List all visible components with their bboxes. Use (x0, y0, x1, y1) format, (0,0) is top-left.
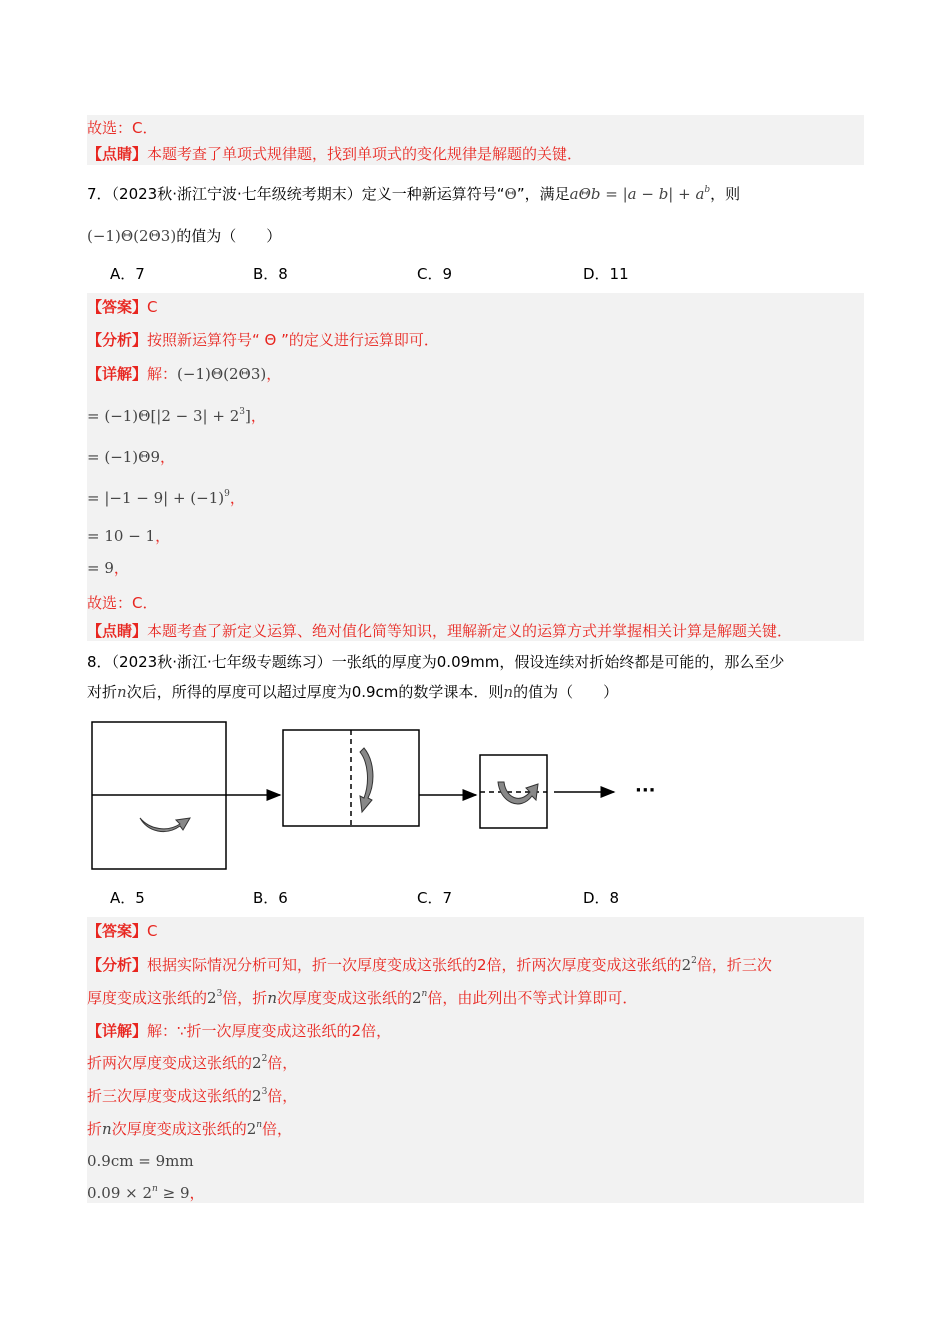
analysis-text: 根据实际情况分析可知，折一次厚度变成这张纸的2倍，折两次厚度变成这张纸的 (147, 956, 682, 974)
q8-analysis-line2 (87, 987, 637, 1009)
power-expression: $2^2$ (681, 956, 697, 974)
step-expression: = $|-1 - 9| + (-1)^9$ (87, 489, 230, 507)
stem-text: 的值为（ ） (513, 683, 619, 701)
variable-n: n (102, 1120, 112, 1138)
unit-conversion: 0.9cm = 9mm (87, 1152, 194, 1170)
stem-text: ”，满足 (516, 185, 570, 203)
analysis-text: 次厚度变成这张纸的 (276, 989, 412, 1007)
step-expression: (−1)Θ(2Θ3) (177, 365, 267, 383)
q7-stem-line2 (87, 225, 281, 247)
step-tail: ， (160, 448, 176, 466)
q8-answer (87, 920, 158, 942)
q8-detail (87, 1020, 391, 1042)
operation-definition: $a\Theta b = |a - b| + a^b$ (569, 185, 711, 203)
step-tail: ， (189, 1184, 205, 1202)
comment-text: 本题考查了单项式规律题，找到单项式的变化规律是解题的关键． (147, 145, 583, 163)
q7-choice: 故选：C． (87, 594, 158, 612)
operator-symbol: Θ (504, 185, 517, 203)
q7-step-3 (87, 446, 175, 468)
q7-answer (87, 296, 158, 318)
power-expression: $2^3$ (252, 1087, 268, 1105)
step-expression: = 9 (87, 559, 114, 577)
step-expression: = $(-1)\Theta[|2 - 3| + 2^3]$ (87, 407, 251, 425)
fold-arrow-icon (498, 782, 538, 804)
step-tail: ， (155, 527, 171, 545)
step-tail: ， (113, 559, 129, 577)
q8-analysis-line1 (87, 954, 772, 976)
option-c[interactable]: C．9 (417, 265, 453, 283)
answer-tag: 【答案】 (87, 922, 148, 940)
question-number: 8． (87, 653, 112, 671)
q7-step-5 (87, 525, 170, 547)
ellipsis: ··· (635, 780, 656, 801)
analysis-text: 倍，折 (222, 989, 268, 1007)
q7-step-2 (87, 405, 266, 427)
stem-text: ，则 (710, 185, 741, 203)
q8-step-6 (87, 1182, 205, 1204)
option-a[interactable]: A．5 (110, 889, 145, 907)
power-expression: $2^3$ (207, 989, 223, 1007)
variable-n: n (267, 989, 277, 1007)
q7-detail (87, 363, 281, 385)
step-tail: ， (266, 365, 282, 383)
question-number: 7． (87, 185, 112, 203)
power-expression: 2$^n$ (246, 1120, 263, 1138)
question-source: （2023秋·浙江宁波·七年级统考期末） (111, 185, 362, 203)
paper-unfolded (92, 722, 226, 869)
stem-text: 一张纸的厚度为0.09mm，假设连续对折始终都是可能的，那么至少 (331, 653, 785, 671)
analysis-text: 按照新运算符号“ Θ ”的定义进行运算即可． (147, 331, 439, 349)
answer-tag: 【答案】 (87, 298, 148, 316)
q8-step-4: 折n次厚度变成这张纸的2$^n$倍， (87, 1120, 293, 1138)
detail-tag: 【详解】 (87, 365, 148, 383)
question-source: （2023秋·浙江·七年级专题练习） (111, 653, 332, 671)
answer-value: C (147, 298, 158, 316)
stem-text: 次后，所得的厚度可以超过厚度为0.9cm的数学课本．则 (126, 683, 504, 701)
option-d[interactable]: D．11 (583, 265, 629, 283)
q7-comment (87, 620, 792, 642)
q6-choice: 故选：C． (87, 119, 158, 137)
analysis-text: 倍，折三次 (696, 956, 772, 974)
power-expression: $2^2$ (252, 1054, 268, 1072)
q8-step-5 (87, 1150, 194, 1172)
q8-stem-line1 (87, 651, 784, 673)
step-tail: ， (250, 407, 266, 425)
q6-comment (87, 143, 582, 165)
q7-stem-line1 (87, 183, 740, 205)
detail-intro: 解： (147, 365, 178, 383)
q8-step-2: 折两次厚度变成这张纸的$2^2$倍， (87, 1054, 298, 1072)
option-c[interactable]: C．7 (417, 889, 453, 907)
step-tail: ， (229, 489, 245, 507)
analysis-text: 倍，由此列出不等式计算即可． (427, 989, 638, 1007)
comment-tag: 【点睛】 (87, 622, 148, 640)
fold-arrow-icon (360, 748, 373, 812)
analysis-tag: 【分析】 (87, 331, 148, 349)
detail-tag: 【详解】 (87, 1022, 148, 1040)
option-d[interactable]: D．8 (583, 889, 620, 907)
stem-text: 定义一种新运算符号“ (361, 185, 505, 203)
option-b[interactable]: B．8 (253, 265, 288, 283)
q7-step-6 (87, 557, 129, 579)
paper-folded-once (283, 730, 419, 826)
detail-intro: 解：∵折一次厚度变成这张纸的2倍， (147, 1022, 392, 1040)
inequality: $0.09 \times 2^n \ge 9$ (87, 1184, 190, 1202)
step-expression: = 10 − 1 (87, 527, 156, 545)
power-expression: 2$^n$ (412, 989, 428, 1007)
comment-tag: 【点睛】 (87, 145, 148, 163)
option-a[interactable]: A．7 (110, 265, 145, 283)
option-b[interactable]: B．6 (253, 889, 288, 907)
stem-text: 对折 (87, 683, 118, 701)
fold-arrow-icon (140, 818, 190, 832)
analysis-tag: 【分析】 (87, 956, 148, 974)
q7-analysis (87, 329, 439, 351)
comment-text: 本题考查了新定义运算、绝对值化简等知识，理解新定义的运算方式并掌握相关计算是解题关键． (147, 622, 793, 640)
q8-stem-line2 (87, 681, 618, 703)
paper-folded-twice (480, 755, 547, 828)
expression: (−1)Θ(2Θ3) (87, 227, 177, 245)
answer-value: C (147, 922, 158, 940)
q7-step-4 (87, 487, 245, 509)
step-expression: = (−1)Θ9 (87, 448, 160, 466)
variable-n: n (117, 683, 127, 701)
q8-step-3: 折三次厚度变成这张纸的$2^3$倍， (87, 1087, 298, 1105)
analysis-text: 厚度变成这张纸的 (87, 989, 208, 1007)
stem-text: 的值为（ ） (176, 227, 282, 245)
variable-n: n (503, 683, 514, 701)
